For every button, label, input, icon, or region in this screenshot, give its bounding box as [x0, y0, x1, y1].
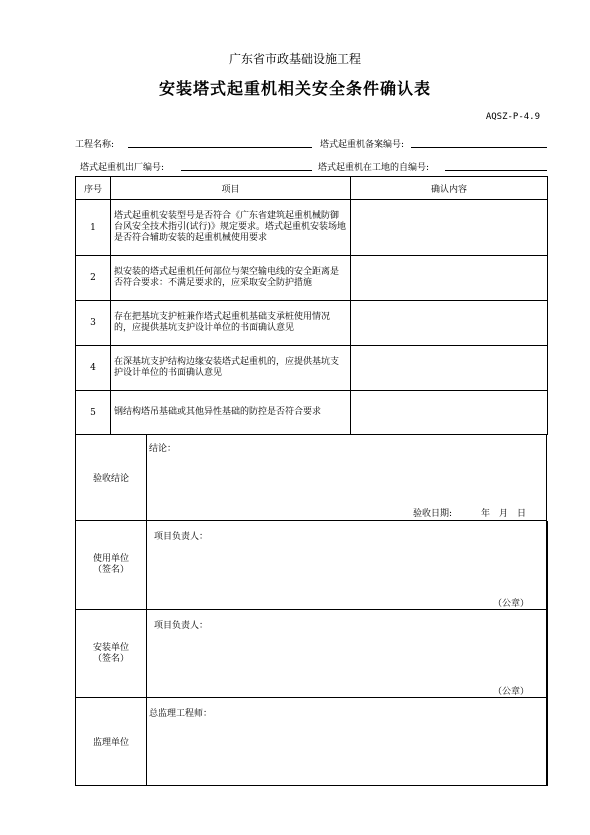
org-name: 广东省市政基础设施工程	[228, 52, 361, 66]
supervision-label: 监理单位	[75, 697, 147, 786]
row-item-text: 存在把基坑支护桩兼作塔式起重机基础支承桩使用情况的，应提供基坑支护设计单位的书面确认意见	[114, 312, 331, 333]
install-unit-sign-label: 项目负责人：	[154, 621, 209, 631]
supervision-sign-label: 总监理工程师：	[149, 709, 213, 719]
row-item	[111, 200, 351, 256]
factory-no-field[interactable]	[181, 170, 312, 171]
row-confirm-cell[interactable]	[351, 256, 548, 301]
row-confirm-cell[interactable]	[351, 391, 548, 435]
row-seq: 4	[76, 346, 111, 391]
row-item	[111, 346, 351, 391]
site-no-field[interactable]	[445, 170, 547, 171]
user-unit-content[interactable]	[146, 520, 547, 610]
row-item-text: 钢结构塔吊基础或其他异性基础的防控是否符合要求	[114, 407, 322, 417]
table-row	[76, 256, 548, 301]
install-unit-label-line1: 安装单位	[92, 642, 129, 653]
acceptance-date-units: 年 月 日	[481, 509, 527, 519]
site-no-label: 塔式起重机在工地的自编号:	[318, 163, 430, 173]
form-title: 安装塔式起重机相关安全条件确认表	[158, 79, 431, 98]
supervision-content[interactable]	[146, 697, 547, 786]
record-no-field[interactable]	[411, 147, 547, 148]
install-unit-content[interactable]	[146, 609, 547, 698]
header-item: 项目	[111, 177, 351, 200]
table-row	[76, 346, 548, 391]
form-code: AQSZ-P-4.9	[485, 112, 540, 122]
install-unit-label-line2: （签名）	[92, 653, 129, 664]
row-seq: 2	[76, 256, 111, 301]
table-row	[76, 391, 548, 435]
table-header-row	[76, 177, 548, 200]
factory-no-label: 塔式起重机出厂编号:	[80, 163, 165, 173]
row-seq: 5	[76, 391, 111, 435]
user-unit-sign-label: 项目负责人：	[154, 532, 209, 542]
header-confirm: 确认内容	[351, 177, 548, 200]
conclusion-label: 结论：	[149, 444, 177, 454]
table-row	[76, 301, 548, 346]
row-item-text: 拟安装的塔式起重机任何部位与架空输电线的安全距离是否符合要求：不满足要求的，应采取安全防护措施	[114, 267, 340, 288]
row-item-text: 在深基坑支护结构边缘安装塔式起重机的，应提供基坑支护设计单位的书面确认意见	[114, 357, 340, 378]
row-confirm-cell[interactable]	[351, 200, 548, 256]
acceptance-label: 验收结论	[75, 434, 147, 521]
install-unit-label	[75, 609, 147, 698]
user-unit-label-line1: 使用单位	[92, 554, 129, 564]
user-unit-label	[75, 520, 147, 610]
user-unit-seal: （公章）	[493, 599, 530, 609]
row-item	[111, 391, 351, 435]
record-no-label: 塔式起重机备案编号:	[320, 140, 405, 150]
acceptance-content[interactable]	[146, 434, 547, 521]
project-name-label: 工程名称:	[75, 140, 115, 150]
project-name-field[interactable]	[128, 147, 312, 148]
row-item	[111, 301, 351, 346]
table-row	[76, 200, 548, 256]
row-seq: 1	[76, 200, 111, 256]
header-seq: 序号	[76, 177, 111, 200]
row-confirm-cell[interactable]	[351, 301, 548, 346]
install-unit-seal: （公章）	[493, 687, 530, 697]
row-item	[111, 256, 351, 301]
user-unit-label-line2: （签名）	[92, 565, 129, 575]
row-seq: 3	[76, 301, 111, 346]
row-item-text: 塔式起重机安装型号是否符合《广东省建筑起重机械防御台风安全技术指引(试行)》规定要求。塔式起重机安装场地是否符合辅助安装的起重机械使用要求	[114, 211, 347, 243]
row-confirm-cell[interactable]	[351, 346, 548, 391]
acceptance-date-label: 验收日期:	[413, 509, 453, 519]
